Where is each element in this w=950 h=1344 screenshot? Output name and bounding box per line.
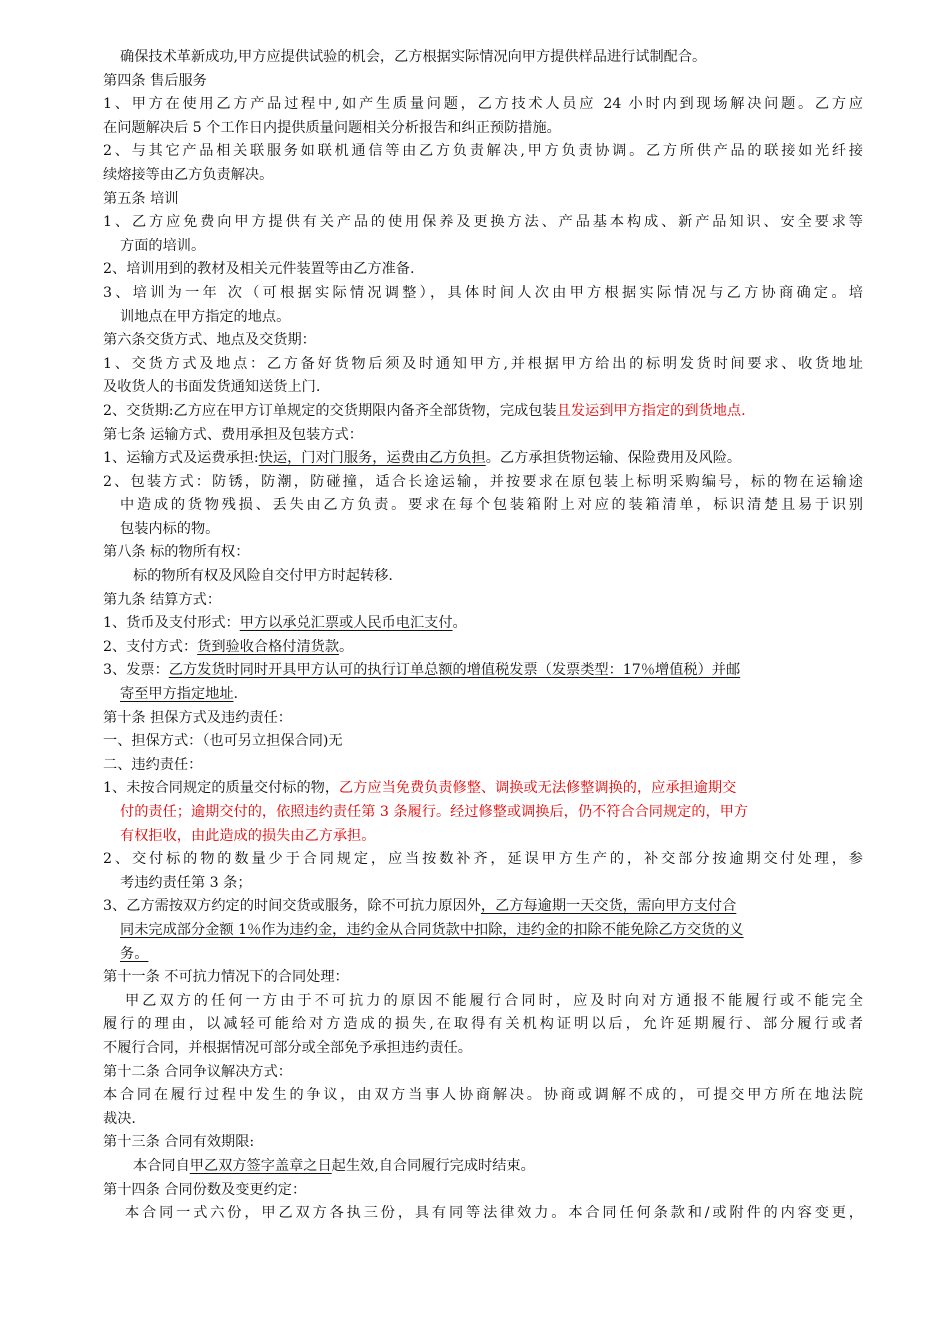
text-span: 3、乙方需按双方约定的时间交货或服务，除不可抗力原因外: [103, 898, 481, 915]
highlighted-text: 有权拒收，由此造成的损失由乙方承担。: [120, 827, 376, 844]
paragraph-line: 裁决.: [103, 1110, 136, 1127]
text-span: 起生效,自合同履行完成时结束。: [331, 1157, 535, 1174]
text-span: 。: [452, 615, 467, 632]
paragraph-line: 一、担保方式：（也可另立担保合同)无: [103, 733, 343, 750]
highlighted-text: 且发运到甲方指定的到货地点.: [556, 402, 746, 419]
paragraph-line: [103, 659, 863, 683]
paragraph-line: [103, 895, 863, 919]
paragraph-line: [103, 683, 863, 707]
article-14-heading: 第十四条 合同份数及变更约定：: [103, 1181, 307, 1198]
paragraph-line: 履行的理由，以减轻可能给对方造成的损失,在取得有关机构证明以后，允许延期履行、部分履行或者: [103, 1016, 863, 1033]
text-span: 本合同自: [133, 1157, 190, 1174]
underlined-text: 货到验收合格付清货款: [197, 638, 340, 655]
paragraph-line: [103, 777, 863, 801]
paragraph-line: 标的物所有权及风险自交付甲方时起转移.: [133, 568, 393, 585]
paragraph-line: 1、乙方应免费向甲方提供有关产品的使用保养及更换方法、产品基本构成、新产品知识、安全要求等: [103, 214, 863, 231]
underlined-text: 乙方发货时同时开具甲方认可的执行订单总额的增值税发票（发票类型：17％增值税）并邮: [168, 662, 741, 679]
paragraph-line: 2、交付标的物的数量少于合同规定，应当按数补齐，延误甲方生产的，补交部分按逾期交付处理，参: [103, 851, 863, 868]
paragraph-line: 中造成的货物残损、丢失由乙方负责。要求在每个包装箱附上对应的装箱清单，标识清楚且易于识别: [120, 497, 863, 514]
text-span: 2、交货期:乙方应在甲方订单规定的交货期限内备齐全部货物，完成包装: [103, 402, 557, 419]
underlined-text: 寄至甲方指定地址: [120, 686, 234, 703]
paragraph-line: [103, 1155, 863, 1179]
paragraph-line: 本合同在履行过程中发生的争议，由双方当事人协商解决。协商或调解不成的，可提交甲方所在地法院: [103, 1087, 863, 1104]
article-6-heading: 第六条交货方式、地点及交货期：: [103, 332, 316, 349]
paragraph-line: [103, 919, 863, 943]
underlined-text: 甲方以承兑汇票或人民币电汇支付: [239, 615, 453, 632]
text-span: 1、货币及支付形式：: [103, 615, 240, 632]
paragraph-line: 甲乙双方的任何一方由于不可抗力的原因不能履行合同时，应及时向对方通报不能履行或不能完全: [125, 992, 863, 1009]
paragraph-line: 确保技术革新成功,甲方应提供试验的机会，乙方根据实际情况向甲方提供样品进行试制配合。: [120, 49, 707, 65]
text-span: 1、运输方式及运费承担:: [103, 450, 259, 467]
underlined-text: 同未完成部分金额 1％作为违约金，违约金从合同货款中扣除，违约金的扣除不能免除乙方交货的义: [120, 921, 744, 938]
article-12-heading: 第十二条 合同争议解决方式：: [103, 1063, 292, 1080]
paragraph-line: 在问题解决后 5 个工作日内提供质量问题相关分析报告和纠正预防措施。: [103, 119, 561, 136]
contract-page: [103, 46, 863, 1226]
paragraph-line: 2、包装方式：防锈，防潮，防碰撞，适合长途运输，并按要求在原包装上标明采购编号，标的物在运输途: [103, 473, 863, 490]
article-5-heading: 第五条 培训: [103, 190, 179, 207]
paragraph-line: 本合同一式六份，甲乙双方各执三份，具有同等法律效力。本合同任何条款和/或附件的内容变更，: [125, 1205, 863, 1222]
text-span: 2、支付方式：: [103, 638, 198, 655]
paragraph-line: 考违约责任第 3 条；: [120, 874, 252, 891]
paragraph-line: 及收货人的书面发货通知送货上门.: [103, 379, 321, 396]
paragraph-line: 3、培训为一年 次（可根据实际情况调整），具体时间人次由甲方根据实际情况与乙方协商确定。培: [103, 284, 863, 301]
paragraph-line: [103, 636, 863, 660]
text-span: 。: [339, 638, 354, 655]
paragraph-line: 1、甲方在使用乙方产品过程中,如产生质量问题，乙方技术人员应 24 小时内到现场解决问题。乙方应: [103, 96, 863, 113]
article-8-heading: 第八条 标的物所有权：: [103, 544, 250, 561]
underlined-text: 甲乙双方签字盖章之日: [189, 1157, 332, 1174]
paragraph-line: 1、交货方式及地点：乙方备好货物后须及时通知甲方,并根据甲方给出的标明发货时间要求、收货地址: [103, 355, 863, 372]
paragraph-line: 方面的培训。: [120, 237, 206, 254]
paragraph-line: 续熔接等由乙方负责解决。: [103, 166, 274, 183]
article-13-heading: 第十三条 合同有效期限:: [103, 1134, 255, 1151]
paragraph-line: 2、培训用到的教材及相关元件装置等由乙方准备.: [103, 261, 415, 278]
paragraph-line: 2、与其它产品相关联服务如联机通信等由乙方负责解决,甲方负责协调。乙方所供产品的联接如光纤接: [103, 143, 863, 160]
paragraph-line: [103, 612, 863, 636]
paragraph-line: 不履行合同，并根据情况可部分或全部免予承担违约责任。: [103, 1039, 472, 1056]
underlined-text: 务。: [120, 945, 149, 962]
paragraph-line: 训地点在甲方指定的地点。: [120, 308, 291, 325]
highlighted-text: 乙方应当免费负责修整、调换或无法修整调换的，应承担逾期交: [339, 780, 737, 797]
highlighted-text: 付的责任；逾期交付的，依照违约责任第 3 条履行。经过修整或调换后，仍不符合合同规定的，甲方: [120, 804, 749, 820]
article-9-heading: 第九条 结算方式：: [103, 591, 222, 608]
paragraph-line: [103, 943, 863, 967]
underlined-text: 快运，门对门服务，运费由乙方负担: [258, 450, 486, 467]
paragraph-line: [103, 447, 863, 471]
paragraph-line: 包装内标的物。: [120, 520, 220, 537]
paragraph-line: [103, 400, 863, 424]
text-span: 3、发票：: [103, 662, 169, 679]
text-span: 。乙方承担货物运输、保险费用及风险。: [485, 450, 742, 467]
article-7-heading: 第七条 运输方式、费用承担及包装方式：: [103, 426, 363, 443]
article-10-heading: 第十条 担保方式及违约责任：: [103, 709, 292, 726]
article-4-heading: 第四条 售后服务: [103, 72, 207, 89]
text-span: 1、未按合同规定的质量交付标的物，: [103, 780, 340, 797]
text-span: .: [233, 686, 239, 703]
paragraph-line: 二、违约责任：: [103, 756, 203, 773]
article-11-heading: 第十一条 不可抗力情况下的合同处理：: [103, 969, 349, 986]
underlined-text: ，乙方每逾期一天交货，需向甲方支付合: [480, 898, 737, 915]
